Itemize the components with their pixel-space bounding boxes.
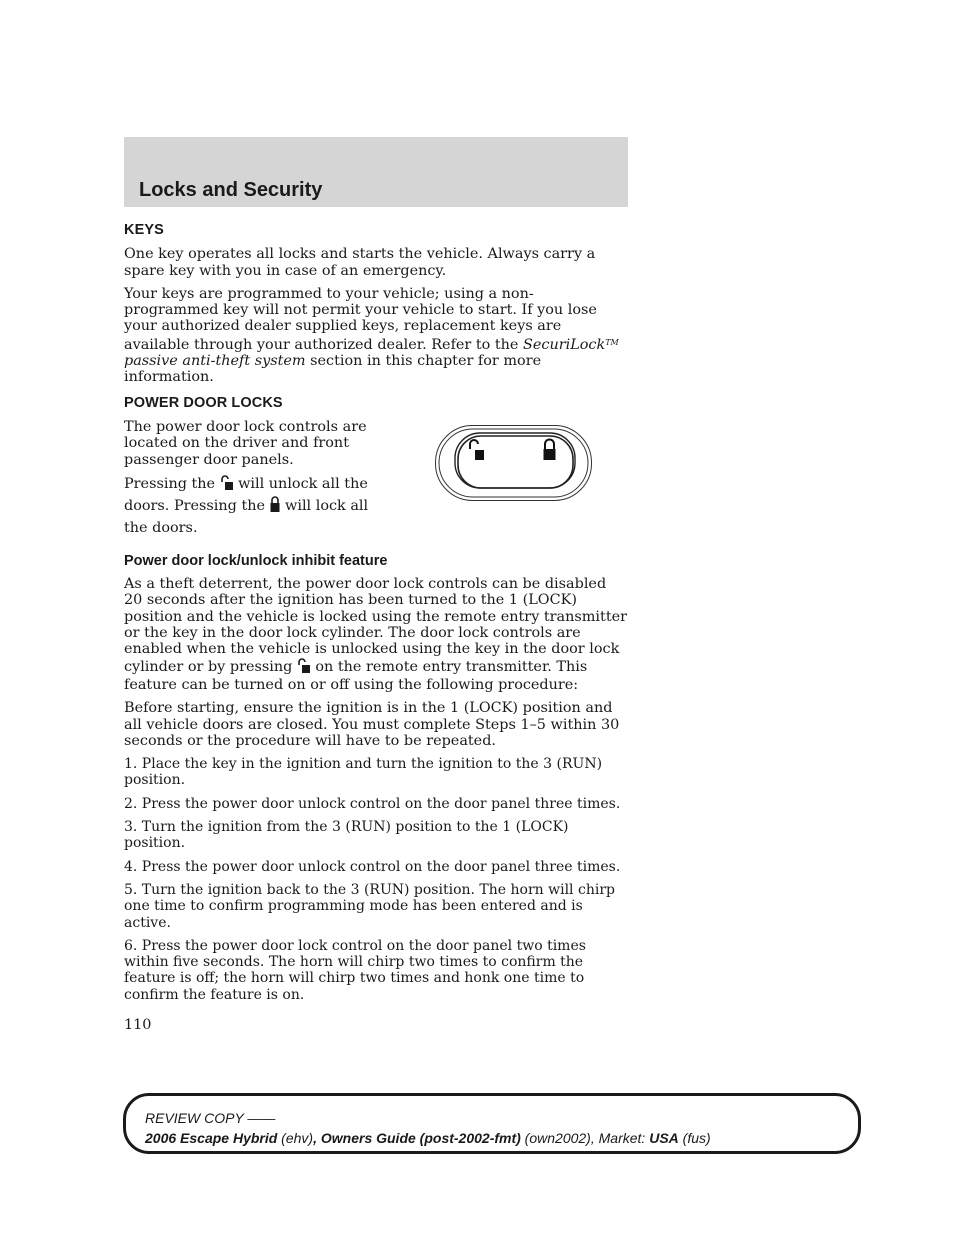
keys-paragraph-1: One key operates all locks and starts the vehicle. Always carry a spare key with you in case of an emergency. bbox=[124, 246, 596, 279]
unlock-icon bbox=[219, 475, 234, 496]
procedure-step: 5. Turn the ignition back to the 3 (RUN) position. The horn will chirp one time to confirm programming mode has been entered and is active. bbox=[124, 881, 615, 931]
footer-market-label: , Market: bbox=[590, 1130, 650, 1146]
pdl-text-c: will lock all the doors. bbox=[124, 497, 369, 536]
footer-model-code: (ehv) bbox=[277, 1130, 314, 1146]
inhibit-text-a: As a theft deterrent, the power door lock controls can be disabled 20 seconds after the ignition has been turned to the 1 (LOCK) position and the vehicle is locked using the remote entry transmitter or the key in the door lock cylinder. The door lock controls are enabled when the vehicle is unlocked using the key in the door lock cylinder or by pressing bbox=[124, 576, 627, 675]
keys-heading: KEYS bbox=[124, 222, 164, 238]
procedure-step: 6. Press the power door lock control on the door panel two times within five seconds. The horn will chirp two times to confirm the feature is off; the horn will chirp two times and honk one time to confirm the feature is on. bbox=[124, 937, 586, 1003]
keys-paragraph-2-text-b: section in this chapter for more information. bbox=[124, 353, 542, 386]
unlock-icon bbox=[296, 658, 311, 677]
power-door-locks-heading: POWER DOOR LOCKS bbox=[124, 394, 283, 411]
section-title: Locks and Security bbox=[139, 179, 323, 201]
page-content bbox=[124, 218, 628, 1033]
securilock-name: SecuriLock bbox=[523, 336, 606, 353]
procedure-step: 2. Press the power door unlock control on the door panel three times. bbox=[124, 795, 621, 812]
procedure-step: 3. Turn the ignition from the 3 (RUN) position to the 1 (LOCK) position. bbox=[124, 819, 569, 852]
footer-market-code: (fus) bbox=[678, 1130, 711, 1146]
lock-icon bbox=[269, 496, 281, 518]
footer-model-line bbox=[145, 1128, 858, 1148]
procedure-step: 4. Press the power door unlock control on the door panel three times. bbox=[124, 858, 621, 875]
pdl-text-a: Pressing the bbox=[124, 475, 216, 492]
pdl-text-b: will unlock all the doors. Pressing the bbox=[124, 475, 368, 514]
page-number: 110 bbox=[124, 1016, 152, 1033]
switch-unlock-icon bbox=[470, 440, 484, 460]
keys-paragraph-2-text-a: Your keys are programmed to your vehicle; using a non-programmed key will not permit your vehicle to start. If you lose your authorized dealer supplied keys, replacement keys are available through your authorized dealer. Refer to the bbox=[124, 285, 597, 353]
footer-market: USA bbox=[649, 1130, 679, 1146]
keys-paragraph-2 bbox=[124, 286, 628, 386]
review-copy-footer bbox=[123, 1093, 861, 1154]
power-door-locks-section bbox=[124, 419, 628, 544]
inhibit-feature-heading: Power door lock/unlock inhibit feature bbox=[124, 552, 388, 569]
section-header-band bbox=[124, 137, 628, 207]
footer-guide-code: (own2002) bbox=[520, 1130, 591, 1146]
power-door-locks-paragraph-1: The power door lock controls are located on the driver and front passenger door panels. bbox=[124, 418, 367, 468]
power-door-locks-text bbox=[124, 419, 369, 544]
inhibit-paragraph-1 bbox=[124, 576, 628, 693]
inhibit-text-b: on the remote entry transmitter. This feature can be turned on or off using the following procedure: bbox=[124, 658, 588, 693]
footer-separator: , bbox=[313, 1130, 321, 1146]
power-door-locks-paragraph-2 bbox=[124, 474, 369, 538]
footer-review-copy: REVIEW COPY —— bbox=[145, 1110, 276, 1126]
securilock-system-text: passive anti-theft system bbox=[124, 353, 306, 370]
footer-guide: Owners Guide (post-2002-fmt) bbox=[320, 1130, 521, 1146]
switch-lock-icon bbox=[544, 439, 556, 460]
door-lock-switch-illustration bbox=[434, 423, 594, 544]
footer-model: 2006 Escape Hybrid bbox=[145, 1130, 278, 1146]
inhibit-paragraph-2: Before starting, ensure the ignition is in the 1 (LOCK) position and all vehicle doors are closed. You must complete Steps 1–5 within 30 seconds or the procedure will have to be repeated. bbox=[124, 700, 620, 749]
procedure-step: 1. Place the key in the ignition and turn the ignition to the 3 (RUN) position. bbox=[124, 756, 603, 789]
trademark-mark: TM bbox=[605, 337, 619, 347]
